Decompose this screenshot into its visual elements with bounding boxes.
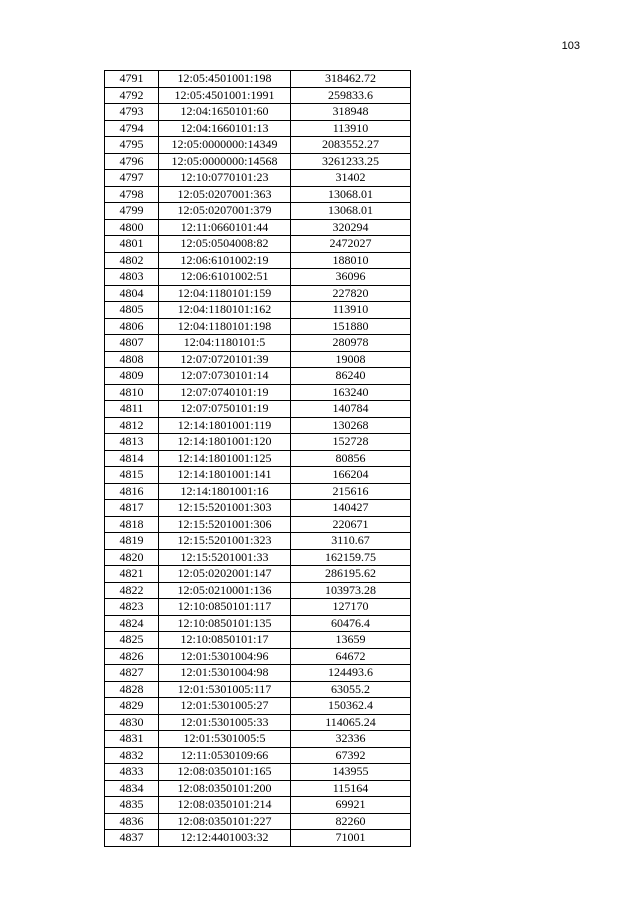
row-number-cell: 4819 (105, 533, 159, 550)
table-row (105, 500, 411, 517)
cadastral-number-cell: 12:15:5201001:306 (159, 516, 291, 533)
cadastral-number-cell: 12:01:5301005:5 (159, 731, 291, 748)
table-row (105, 153, 411, 170)
cadastral-number-cell: 12:01:5301004:96 (159, 648, 291, 665)
cadastral-value-cell: 150362.4 (291, 698, 411, 715)
row-number-cell: 4832 (105, 747, 159, 764)
cadastral-number-cell: 12:05:0000000:14349 (159, 137, 291, 154)
cadastral-number-cell: 12:08:0350101:200 (159, 780, 291, 797)
cadastral-value-cell: 3110.67 (291, 533, 411, 550)
cadastral-value-cell: 113910 (291, 302, 411, 319)
cadastral-value-cell: 162159.75 (291, 549, 411, 566)
cadastral-number-cell: 12:14:1801001:125 (159, 450, 291, 467)
row-number-cell: 4817 (105, 500, 159, 517)
cadastral-value-cell: 71001 (291, 830, 411, 847)
cadastral-number-cell: 12:04:1180101:162 (159, 302, 291, 319)
cadastre-value-table (104, 70, 411, 847)
cadastral-value-cell: 36096 (291, 269, 411, 286)
cadastral-value-cell: 220671 (291, 516, 411, 533)
cadastral-number-cell: 12:07:0750101:19 (159, 401, 291, 418)
table-row (105, 450, 411, 467)
cadastral-value-cell: 143955 (291, 764, 411, 781)
cadastral-value-cell: 80856 (291, 450, 411, 467)
row-number-cell: 4809 (105, 368, 159, 385)
table-row (105, 681, 411, 698)
cadastral-value-cell: 152728 (291, 434, 411, 451)
cadastral-value-cell: 3261233.25 (291, 153, 411, 170)
cadastral-number-cell: 12:10:0850101:117 (159, 599, 291, 616)
table-row (105, 731, 411, 748)
row-number-cell: 4813 (105, 434, 159, 451)
cadastral-number-cell: 12:08:0350101:165 (159, 764, 291, 781)
table-row (105, 219, 411, 236)
table-row (105, 335, 411, 352)
table-row (105, 137, 411, 154)
cadastral-number-cell: 12:10:0850101:135 (159, 615, 291, 632)
cadastral-value-cell: 113910 (291, 120, 411, 137)
table-row (105, 120, 411, 137)
row-number-cell: 4820 (105, 549, 159, 566)
cadastral-value-cell: 124493.6 (291, 665, 411, 682)
cadastral-number-cell: 12:05:0000000:14568 (159, 153, 291, 170)
cadastral-number-cell: 12:05:0207001:363 (159, 186, 291, 203)
cadastral-value-cell: 2083552.27 (291, 137, 411, 154)
cadastral-value-cell: 13068.01 (291, 203, 411, 220)
row-number-cell: 4822 (105, 582, 159, 599)
row-number-cell: 4800 (105, 219, 159, 236)
cadastral-value-cell: 163240 (291, 384, 411, 401)
row-number-cell: 4796 (105, 153, 159, 170)
table-row (105, 549, 411, 566)
table-row (105, 830, 411, 847)
cadastral-number-cell: 12:06:6101002:19 (159, 252, 291, 269)
table-row (105, 401, 411, 418)
cadastral-value-cell: 127170 (291, 599, 411, 616)
cadastral-number-cell: 12:15:5201001:303 (159, 500, 291, 517)
row-number-cell: 4793 (105, 104, 159, 121)
row-number-cell: 4812 (105, 417, 159, 434)
table-row (105, 665, 411, 682)
row-number-cell: 4836 (105, 813, 159, 830)
cadastral-number-cell: 12:14:1801001:119 (159, 417, 291, 434)
row-number-cell: 4834 (105, 780, 159, 797)
row-number-cell: 4827 (105, 665, 159, 682)
cadastral-number-cell: 12:05:4501001:198 (159, 71, 291, 88)
row-number-cell: 4833 (105, 764, 159, 781)
row-number-cell: 4837 (105, 830, 159, 847)
cadastral-number-cell: 12:06:6101002:51 (159, 269, 291, 286)
row-number-cell: 4816 (105, 483, 159, 500)
cadastral-value-cell: 318948 (291, 104, 411, 121)
row-number-cell: 4795 (105, 137, 159, 154)
cadastral-number-cell: 12:10:0770101:23 (159, 170, 291, 187)
table-row (105, 516, 411, 533)
table-row (105, 615, 411, 632)
cadastral-value-cell: 140784 (291, 401, 411, 418)
row-number-cell: 4835 (105, 797, 159, 814)
row-number-cell: 4823 (105, 599, 159, 616)
row-number-cell: 4811 (105, 401, 159, 418)
cadastral-value-cell: 115164 (291, 780, 411, 797)
row-number-cell: 4805 (105, 302, 159, 319)
row-number-cell: 4830 (105, 714, 159, 731)
cadastral-number-cell: 12:04:1650101:60 (159, 104, 291, 121)
table-row (105, 104, 411, 121)
table-row (105, 599, 411, 616)
cadastral-number-cell: 12:05:0207001:379 (159, 203, 291, 220)
cadastral-number-cell: 12:05:4501001:1991 (159, 87, 291, 104)
cadastral-value-cell: 2472027 (291, 236, 411, 253)
table-row (105, 417, 411, 434)
cadastral-number-cell: 12:14:1801001:120 (159, 434, 291, 451)
cadastral-number-cell: 12:04:1660101:13 (159, 120, 291, 137)
cadastral-number-cell: 12:15:5201001:323 (159, 533, 291, 550)
row-number-cell: 4791 (105, 71, 159, 88)
cadastral-number-cell: 12:08:0350101:227 (159, 813, 291, 830)
table-row (105, 747, 411, 764)
cadastral-number-cell: 12:01:5301005:27 (159, 698, 291, 715)
cadastral-value-cell: 69921 (291, 797, 411, 814)
cadastral-number-cell: 12:04:1180101:198 (159, 318, 291, 335)
cadastral-number-cell: 12:10:0850101:17 (159, 632, 291, 649)
row-number-cell: 4808 (105, 351, 159, 368)
cadastral-number-cell: 12:01:5301005:117 (159, 681, 291, 698)
cadastral-number-cell: 12:01:5301005:33 (159, 714, 291, 731)
page-number: 103 (561, 40, 580, 52)
row-number-cell: 4804 (105, 285, 159, 302)
cadastral-number-cell: 12:07:0730101:14 (159, 368, 291, 385)
table-row (105, 203, 411, 220)
table-row (105, 632, 411, 649)
table-row (105, 170, 411, 187)
cadastral-value-cell: 215616 (291, 483, 411, 500)
row-number-cell: 4792 (105, 87, 159, 104)
cadastral-value-cell: 280978 (291, 335, 411, 352)
row-number-cell: 4802 (105, 252, 159, 269)
cadastral-number-cell: 12:04:1180101:5 (159, 335, 291, 352)
cadastral-value-cell: 151880 (291, 318, 411, 335)
cadastral-number-cell: 12:05:0504008:82 (159, 236, 291, 253)
row-number-cell: 4799 (105, 203, 159, 220)
cadastral-value-cell: 166204 (291, 467, 411, 484)
table-row (105, 236, 411, 253)
cadastral-number-cell: 12:11:0660101:44 (159, 219, 291, 236)
table-row (105, 87, 411, 104)
cadastral-value-cell: 318462.72 (291, 71, 411, 88)
row-number-cell: 4824 (105, 615, 159, 632)
table-row (105, 269, 411, 286)
table-row (105, 285, 411, 302)
row-number-cell: 4798 (105, 186, 159, 203)
cadastral-number-cell: 12:11:0530109:66 (159, 747, 291, 764)
cadastral-value-cell: 19008 (291, 351, 411, 368)
row-number-cell: 4818 (105, 516, 159, 533)
cadastral-number-cell: 12:01:5301004:98 (159, 665, 291, 682)
cadastral-value-cell: 259833.6 (291, 87, 411, 104)
row-number-cell: 4831 (105, 731, 159, 748)
cadastral-number-cell: 12:12:4401003:32 (159, 830, 291, 847)
table-row (105, 71, 411, 88)
cadastral-value-cell: 82260 (291, 813, 411, 830)
cadastral-number-cell: 12:07:0740101:19 (159, 384, 291, 401)
cadastral-value-cell: 103973.28 (291, 582, 411, 599)
table-row (105, 318, 411, 335)
row-number-cell: 4806 (105, 318, 159, 335)
table-row (105, 714, 411, 731)
cadastral-number-cell: 12:08:0350101:214 (159, 797, 291, 814)
table-row (105, 252, 411, 269)
row-number-cell: 4794 (105, 120, 159, 137)
table-row (105, 302, 411, 319)
cadastral-number-cell: 12:04:1180101:159 (159, 285, 291, 302)
cadastral-value-cell: 13068.01 (291, 186, 411, 203)
cadastral-value-cell: 320294 (291, 219, 411, 236)
row-number-cell: 4826 (105, 648, 159, 665)
table-row (105, 351, 411, 368)
cadastral-number-cell: 12:15:5201001:33 (159, 549, 291, 566)
cadastral-value-cell: 188010 (291, 252, 411, 269)
cadastral-value-cell: 286195.62 (291, 566, 411, 583)
cadastral-value-cell: 67392 (291, 747, 411, 764)
cadastral-value-cell: 60476.4 (291, 615, 411, 632)
cadastral-value-cell: 63055.2 (291, 681, 411, 698)
cadastral-value-cell: 32336 (291, 731, 411, 748)
table-row (105, 648, 411, 665)
cadastral-value-cell: 130268 (291, 417, 411, 434)
row-number-cell: 4797 (105, 170, 159, 187)
cadastral-number-cell: 12:14:1801001:16 (159, 483, 291, 500)
table-row (105, 797, 411, 814)
cadastral-value-cell: 114065.24 (291, 714, 411, 731)
row-number-cell: 4815 (105, 467, 159, 484)
cadastral-value-cell: 86240 (291, 368, 411, 385)
cadastral-value-cell: 140427 (291, 500, 411, 517)
cadastral-number-cell: 12:05:0210001:136 (159, 582, 291, 599)
row-number-cell: 4828 (105, 681, 159, 698)
row-number-cell: 4810 (105, 384, 159, 401)
row-number-cell: 4814 (105, 450, 159, 467)
row-number-cell: 4807 (105, 335, 159, 352)
cadastral-value-cell: 13659 (291, 632, 411, 649)
table-row (105, 467, 411, 484)
cadastral-value-cell: 31402 (291, 170, 411, 187)
cadastral-number-cell: 12:05:0202001:147 (159, 566, 291, 583)
cadastral-number-cell: 12:07:0720101:39 (159, 351, 291, 368)
row-number-cell: 4825 (105, 632, 159, 649)
table-row (105, 698, 411, 715)
row-number-cell: 4821 (105, 566, 159, 583)
row-number-cell: 4803 (105, 269, 159, 286)
cadastral-value-cell: 227820 (291, 285, 411, 302)
table-row (105, 566, 411, 583)
table-row (105, 483, 411, 500)
table-row (105, 368, 411, 385)
row-number-cell: 4829 (105, 698, 159, 715)
table-row (105, 813, 411, 830)
table-row (105, 582, 411, 599)
table-row (105, 764, 411, 781)
cadastral-value-cell: 64672 (291, 648, 411, 665)
table-row (105, 533, 411, 550)
cadastral-number-cell: 12:14:1801001:141 (159, 467, 291, 484)
table-row (105, 186, 411, 203)
table-body (105, 71, 411, 847)
table-row (105, 384, 411, 401)
row-number-cell: 4801 (105, 236, 159, 253)
table-row (105, 780, 411, 797)
table-row (105, 434, 411, 451)
